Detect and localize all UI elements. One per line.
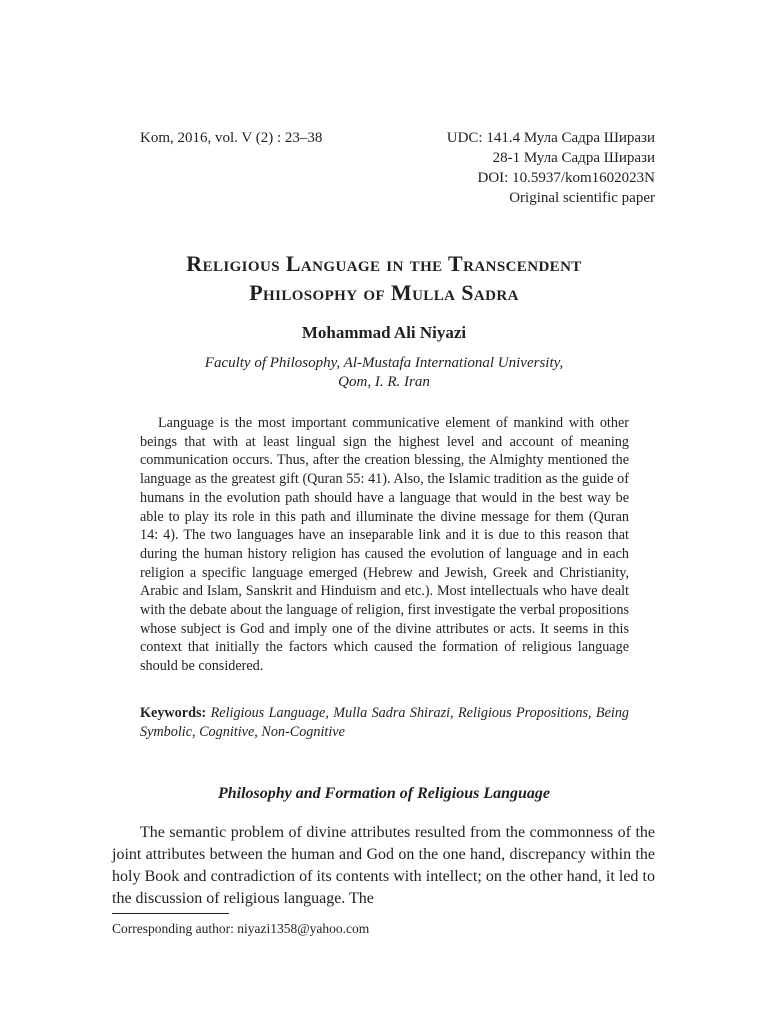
keywords bbox=[140, 704, 629, 741]
doi[interactable]: DOI: 10.5937/kom1602023N bbox=[477, 170, 655, 186]
section-heading: Philosophy and Formation of Religious Language bbox=[217, 785, 551, 802]
affiliation-line-1: Faculty of Philosophy, Al-Mustafa International University, bbox=[204, 355, 564, 371]
footnote-divider bbox=[112, 913, 229, 914]
udc-line-1: UDC: 141.4 Мула Садра Ширази bbox=[446, 130, 655, 146]
title-line-2: Philosophy of Mulla Sadra bbox=[249, 280, 519, 305]
udc-line-2: 28-1 Мула Садра Ширази bbox=[492, 150, 655, 166]
author-name: Mohammad Ali Niyazi bbox=[301, 323, 467, 342]
keywords-list: Religious Language, Mulla Sadra Shirazi, Religious Propositions, Being Symbolic, Cognitive, Non-Cognitive bbox=[140, 705, 630, 740]
affiliation-line-2: Qom, I. R. Iran bbox=[338, 374, 430, 390]
journal-citation: Kom, 2016, vol. V (2) : 23–38 bbox=[140, 130, 323, 146]
article-title bbox=[100, 249, 668, 307]
title-line-1: Religious Language in the Transcendent bbox=[186, 251, 582, 276]
article-metadata bbox=[447, 128, 655, 208]
body-paragraph: The semantic problem of divine attributes resulted from the commonness of the joint attributes between the human and God on the one hand, discrepancy within the holy Book and contradiction of its contents with intellect; on the other hand, it led to the discussion of religious language. The bbox=[112, 824, 655, 907]
footnote-corresponding-author[interactable]: Corresponding author: niyazi1358@yahoo.com bbox=[112, 921, 370, 936]
author-affiliation bbox=[0, 354, 768, 392]
abstract: Language is the most important communicative element of mankind with other beings that with at least lingual sign the highest level and account of meaning communication occurs. Thus, after the creation blessing, the Almighty mentioned the language as the greatest gift (Quran 55: 41). Also, the Islamic tradition as the guide of humans in the evolution path should have a language that would in the best way be able to play its role in this path and illuminate the divine message for them (Quran 14: 4). The two languages have an inseparable link and it is due to this reason that during the human history religion has caused the evolution of language and in each religion a specific language emerged (Hebrew and Jewish, Greek and Christianity, Arabic and Islam, Sanskrit and Hinduism and etc.). Most intellectuals who have dealt with the debate about the language of religion, first investigate the verbal propositions whose subject is God and imply one of the divine attributes or acts. It seems in this context that initially the factors which caused the formation of religious language should be considered. bbox=[140, 415, 629, 675]
paper-type: Original scientific paper bbox=[509, 190, 655, 206]
keywords-label: Keywords: bbox=[140, 705, 207, 721]
